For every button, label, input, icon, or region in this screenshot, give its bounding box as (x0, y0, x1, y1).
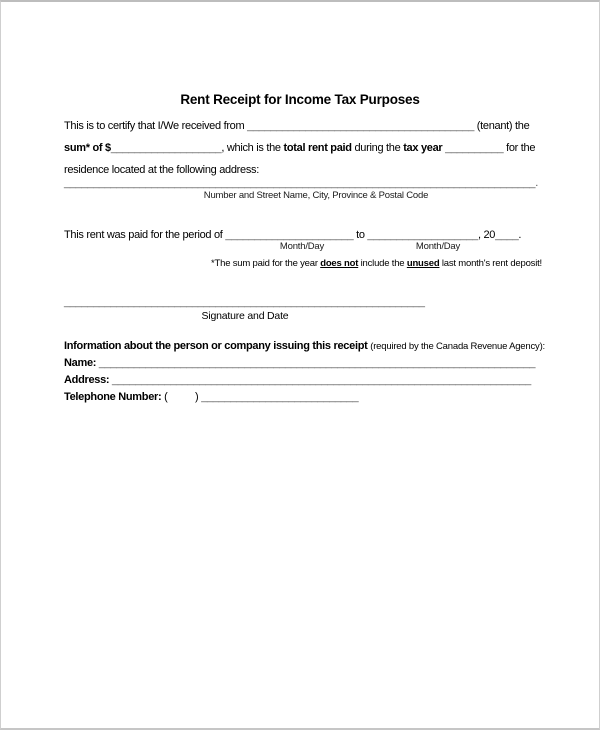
certify-line-3: residence located at the following address: (64, 164, 260, 176)
certify-line-2 (64, 141, 542, 155)
month-day-caption-row (64, 240, 542, 252)
month-day-caption-2: Month/Day (415, 241, 461, 252)
certify-line2-text-2: during the (351, 142, 404, 154)
certify-line1-text: This is to certify that I/We received from (64, 120, 248, 132)
signature-blank: ______________________________________________________________ (64, 296, 425, 308)
period-end-blank: ___________________ (367, 229, 478, 241)
issuer-header-text: Information about the person or company issuing this receipt (64, 340, 371, 352)
issuer-header (64, 339, 545, 354)
certify-line-1 (64, 119, 542, 133)
issuer-name-line (64, 356, 542, 370)
month-day-caption-1: Month/Day (279, 241, 325, 252)
phone-label: Telephone Number: (64, 391, 162, 403)
residence-address-blank: _________________________________________________________________________________. (64, 177, 538, 189)
address-field-blank: ________________________________________________________________________ (109, 374, 531, 386)
issuer-phone-line (64, 390, 542, 404)
total-rent-paid-label: total rent paid (283, 142, 352, 154)
sum-label: sum* of $ (64, 142, 111, 154)
address-label: Address: (64, 374, 110, 386)
sum-amount-blank: ___________________ (110, 142, 222, 154)
address-caption: Number and Street Name, City, Province & Postal Code (203, 190, 429, 201)
year-blank: ____ (495, 229, 519, 241)
tax-year-label: tax year (403, 142, 446, 154)
issuer-address-line (64, 373, 542, 387)
signature-line (64, 295, 542, 309)
deposit-note (64, 258, 542, 270)
note-text-2: include the (358, 258, 407, 269)
tax-year-blank: __________ (445, 142, 504, 154)
note-text-3: last month's rent deposit! (439, 258, 542, 269)
tenant-name-blank: _______________________________________ (247, 120, 475, 132)
period-end-punctuation: . (518, 229, 522, 241)
note-text-1: *The sum paid for the year (211, 258, 321, 269)
document-title: Rent Receipt for Income Tax Purposes (180, 92, 420, 107)
year-prefix-text: , 20 (477, 229, 496, 241)
residence-address-line (64, 176, 542, 190)
phone-area-code-parens: ( ) (161, 391, 202, 403)
phone-number-blank: ___________________________ (201, 391, 359, 403)
period-to-text: to (353, 229, 368, 241)
issuer-header-cra-note: (required by the Canada Revenue Agency): (370, 341, 545, 352)
signature-caption: Signature and Date (201, 310, 289, 322)
certify-line2-suffix: for the (503, 142, 536, 154)
certify-line1-suffix: (tenant) the (474, 120, 530, 132)
period-start-blank: ______________________ (225, 229, 354, 241)
period-text: This rent was paid for the period of (64, 229, 226, 241)
certify-line2-text-1: , which is the (221, 142, 284, 154)
note-unused-emphasis: unused (406, 258, 440, 269)
note-does-not-emphasis: does not (320, 258, 359, 269)
name-label: Name: (64, 357, 97, 369)
name-blank: ___________________________________________________________________________ (96, 357, 536, 369)
